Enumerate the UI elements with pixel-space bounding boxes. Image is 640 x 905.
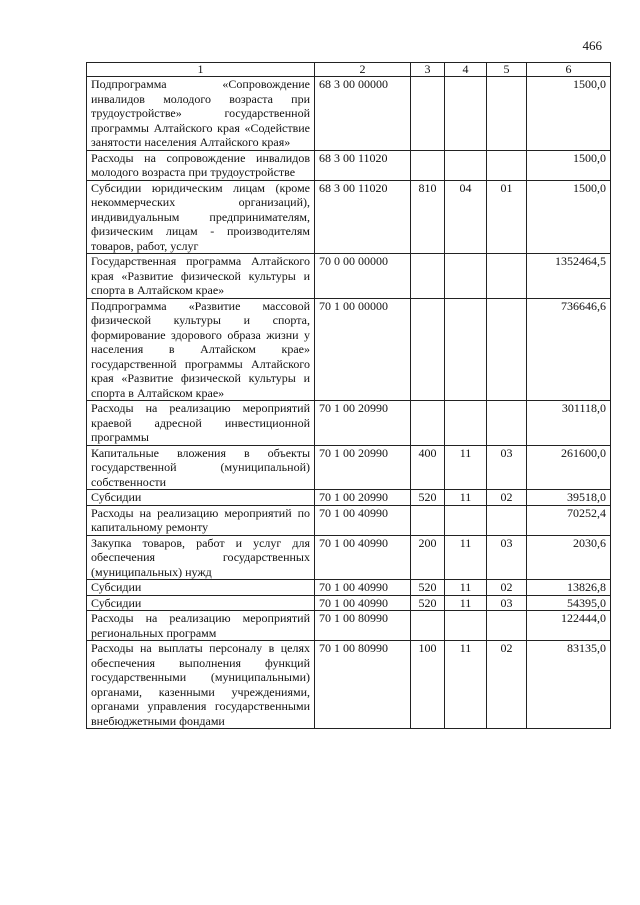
cell-target-code: 70 1 00 20990 bbox=[315, 401, 411, 446]
cell-amount: 2030,6 bbox=[527, 535, 611, 580]
table-row bbox=[87, 505, 611, 535]
table-row bbox=[87, 595, 611, 611]
table-row bbox=[87, 298, 611, 401]
table-row bbox=[87, 580, 611, 596]
cell-amount: 122444,0 bbox=[527, 611, 611, 641]
column-header: 3 bbox=[411, 63, 445, 77]
table-row bbox=[87, 490, 611, 506]
cell-expense-type bbox=[411, 298, 445, 401]
cell-expense-type: 810 bbox=[411, 180, 445, 254]
cell-target-code: 70 1 00 20990 bbox=[315, 445, 411, 490]
cell-amount: 70252,4 bbox=[527, 505, 611, 535]
cell-section bbox=[445, 401, 487, 446]
cell-section bbox=[445, 611, 487, 641]
cell-amount: 1500,0 bbox=[527, 150, 611, 180]
column-header: 1 bbox=[87, 63, 315, 77]
cell-name: Расходы на выплаты персоналу в целях обеспечения выполнения функций государственными (муниципальными) органами, казенными учреждениями, органами управления государственными внебюджетными фондами bbox=[87, 641, 315, 729]
cell-subsection bbox=[487, 298, 527, 401]
table-row bbox=[87, 77, 611, 151]
cell-name: Расходы на реализацию мероприятий по капитальному ремонту bbox=[87, 505, 315, 535]
cell-name: Субсидии bbox=[87, 580, 315, 596]
cell-subsection: 03 bbox=[487, 595, 527, 611]
column-header: 2 bbox=[315, 63, 411, 77]
cell-subsection: 03 bbox=[487, 535, 527, 580]
cell-name: Субсидии юридическим лицам (кроме некоммерческих организаций), индивидуальным предпринимателям, физическим лицам - производителям товаров, работ, услуг bbox=[87, 180, 315, 254]
cell-amount: 39518,0 bbox=[527, 490, 611, 506]
header-row bbox=[87, 63, 611, 77]
cell-target-code: 68 3 00 00000 bbox=[315, 77, 411, 151]
table-row bbox=[87, 401, 611, 446]
column-header: 4 bbox=[445, 63, 487, 77]
cell-expense-type: 520 bbox=[411, 580, 445, 596]
table-row bbox=[87, 180, 611, 254]
cell-amount: 83135,0 bbox=[527, 641, 611, 729]
table-row bbox=[87, 445, 611, 490]
cell-section: 11 bbox=[445, 580, 487, 596]
cell-target-code: 70 1 00 40990 bbox=[315, 580, 411, 596]
cell-target-code: 70 1 00 80990 bbox=[315, 611, 411, 641]
cell-expense-type bbox=[411, 254, 445, 299]
cell-name: Субсидии bbox=[87, 595, 315, 611]
cell-amount: 301118,0 bbox=[527, 401, 611, 446]
cell-subsection bbox=[487, 150, 527, 180]
table-row bbox=[87, 641, 611, 729]
cell-subsection: 01 bbox=[487, 180, 527, 254]
cell-expense-type: 100 bbox=[411, 641, 445, 729]
cell-amount: 736646,6 bbox=[527, 298, 611, 401]
cell-section bbox=[445, 254, 487, 299]
cell-name: Закупка товаров, работ и услуг для обеспечения государственных (муниципальных) нужд bbox=[87, 535, 315, 580]
column-header: 5 bbox=[487, 63, 527, 77]
cell-expense-type: 520 bbox=[411, 490, 445, 506]
cell-section bbox=[445, 77, 487, 151]
cell-amount: 1352464,5 bbox=[527, 254, 611, 299]
cell-expense-type: 520 bbox=[411, 595, 445, 611]
cell-target-code: 70 1 00 40990 bbox=[315, 505, 411, 535]
cell-section bbox=[445, 505, 487, 535]
cell-target-code: 70 1 00 40990 bbox=[315, 595, 411, 611]
cell-expense-type: 200 bbox=[411, 535, 445, 580]
cell-section: 11 bbox=[445, 490, 487, 506]
cell-amount: 13826,8 bbox=[527, 580, 611, 596]
cell-name: Государственная программа Алтайского края «Развитие физической культуры и спорта в Алтайском крае» bbox=[87, 254, 315, 299]
cell-target-code: 68 3 00 11020 bbox=[315, 180, 411, 254]
cell-subsection bbox=[487, 401, 527, 446]
cell-target-code: 70 1 00 80990 bbox=[315, 641, 411, 729]
cell-section: 11 bbox=[445, 595, 487, 611]
budget-table bbox=[86, 62, 611, 729]
cell-subsection bbox=[487, 505, 527, 535]
table-body bbox=[87, 77, 611, 729]
cell-subsection: 02 bbox=[487, 580, 527, 596]
cell-name: Субсидии bbox=[87, 490, 315, 506]
cell-amount: 261600,0 bbox=[527, 445, 611, 490]
cell-subsection: 03 bbox=[487, 445, 527, 490]
cell-name: Расходы на реализацию мероприятий краевой адресной инвестиционной программы bbox=[87, 401, 315, 446]
cell-expense-type bbox=[411, 611, 445, 641]
cell-subsection bbox=[487, 77, 527, 151]
cell-expense-type bbox=[411, 401, 445, 446]
cell-name: Подпрограмма «Сопровождение инвалидов молодого возраста при трудоустройстве» государственной программы Алтайского края «Содействие занятости населения Алтайского края» bbox=[87, 77, 315, 151]
cell-expense-type bbox=[411, 77, 445, 151]
cell-subsection: 02 bbox=[487, 641, 527, 729]
cell-amount: 1500,0 bbox=[527, 77, 611, 151]
table-row bbox=[87, 254, 611, 299]
column-header: 6 bbox=[527, 63, 611, 77]
cell-subsection: 02 bbox=[487, 490, 527, 506]
page-number: 466 bbox=[582, 38, 602, 53]
cell-expense-type bbox=[411, 505, 445, 535]
cell-subsection bbox=[487, 611, 527, 641]
table-row bbox=[87, 611, 611, 641]
cell-target-code: 70 1 00 20990 bbox=[315, 490, 411, 506]
cell-section bbox=[445, 150, 487, 180]
cell-target-code: 70 0 00 00000 bbox=[315, 254, 411, 299]
cell-section bbox=[445, 298, 487, 401]
cell-name: Расходы на реализацию мероприятий региональных программ bbox=[87, 611, 315, 641]
table-row bbox=[87, 535, 611, 580]
cell-name: Подпрограмма «Развитие массовой физической культуры и спорта, формирование здорового образа жизни у населения в Алтайском крае» государственной программы Алтайского края «Развитие физической культуры и спорта в Алтайском крае» bbox=[87, 298, 315, 401]
cell-name: Расходы на сопровождение инвалидов молодого возраста при трудоустройстве bbox=[87, 150, 315, 180]
cell-target-code: 70 1 00 40990 bbox=[315, 535, 411, 580]
cell-target-code: 68 3 00 11020 bbox=[315, 150, 411, 180]
cell-expense-type: 400 bbox=[411, 445, 445, 490]
cell-section: 04 bbox=[445, 180, 487, 254]
cell-expense-type bbox=[411, 150, 445, 180]
cell-target-code: 70 1 00 00000 bbox=[315, 298, 411, 401]
cell-amount: 1500,0 bbox=[527, 180, 611, 254]
cell-amount: 54395,0 bbox=[527, 595, 611, 611]
cell-section: 11 bbox=[445, 535, 487, 580]
table-row bbox=[87, 150, 611, 180]
cell-subsection bbox=[487, 254, 527, 299]
cell-section: 11 bbox=[445, 641, 487, 729]
cell-name: Капитальные вложения в объекты государственной (муниципальной) собственности bbox=[87, 445, 315, 490]
cell-section: 11 bbox=[445, 445, 487, 490]
